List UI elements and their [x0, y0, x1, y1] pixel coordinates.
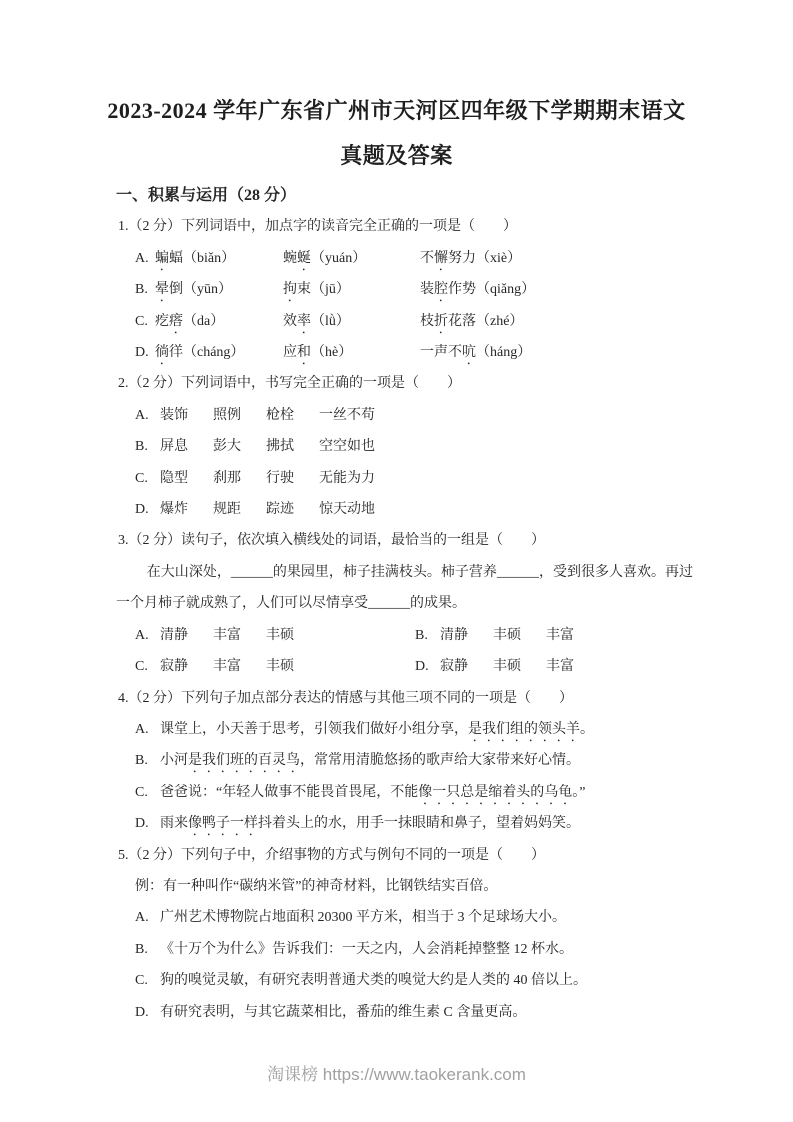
- option-label: A.: [135, 627, 149, 643]
- option-label: A.: [135, 910, 149, 926]
- question-1: [116, 211, 693, 368]
- question-4-option-d: [135, 808, 693, 839]
- question-1-option-d: [135, 337, 693, 368]
- question-5-option-c: [135, 965, 693, 996]
- option-sentence: 小河是我们班的百灵鸟，常常用清脆悠扬的歌声给大家带来好心情。: [160, 753, 580, 769]
- option-sentence: 有研究表明，与其它蔬菜相比，番茄的维生素 C 含量更高。: [160, 1004, 527, 1020]
- question-5-stem: 5.（2 分）下列句子中，介绍事物的方式与例句不同的一项是（ ）: [118, 847, 545, 863]
- question-3-stem: 3.（2 分）读句子，依次填入横线处的词语，最恰当的一组是（ ）: [118, 533, 545, 549]
- option-label: B.: [135, 753, 148, 769]
- option-label: C.: [135, 973, 148, 989]
- option-words: 清静 丰硕 丰富: [440, 627, 574, 643]
- question-2-option-d: [135, 494, 693, 525]
- option-word-2: 应和（hè）: [283, 345, 353, 361]
- question-4: [116, 683, 693, 840]
- option-label: A.: [135, 721, 149, 737]
- option-label: D.: [135, 502, 149, 518]
- question-2-stem: 2.（2 分）下列词语中，书写完全正确的一项是（ ）: [118, 376, 461, 392]
- question-5: [116, 840, 693, 1028]
- exam-content: [0, 180, 793, 1028]
- option-label: C.: [135, 659, 148, 675]
- option-label: A.: [135, 407, 149, 423]
- question-2-option-b: [135, 431, 693, 462]
- question-3: [116, 525, 693, 682]
- page-title-line2: 真题及答案: [340, 143, 453, 168]
- option-word-2: 蜿蜒（yuán）: [283, 250, 367, 266]
- watermark-footer: 淘课榜 https://www.taokerank.com: [267, 1065, 526, 1084]
- option-words: 寂静 丰富 丰硕: [160, 659, 294, 675]
- question-4-option-c: [135, 777, 693, 808]
- option-word-1: 蝙蝠（biǎn）: [155, 250, 236, 266]
- option-word-2: 效率（lǜ）: [283, 313, 350, 329]
- option-words: 寂静 丰硕 丰富: [440, 659, 574, 675]
- question-5-option-d: [135, 997, 693, 1028]
- option-words: 清静 丰富 丰硕: [160, 627, 294, 643]
- option-label: D.: [135, 816, 149, 832]
- option-words: 装饰 照例 枪栓 一丝不苟: [160, 407, 375, 423]
- option-label: D.: [135, 1004, 149, 1020]
- option-label: A.: [135, 250, 149, 266]
- page-title: [0, 0, 793, 178]
- option-word-3: 一声不吭（háng）: [420, 345, 532, 361]
- question-3-option-a: [135, 620, 415, 651]
- option-word-3: 枝折花落（zhé）: [420, 313, 524, 329]
- question-1-stem: 1.（2 分）下列词语中，加点字的读音完全正确的一项是（ ）: [118, 219, 517, 235]
- question-3-option-b: [415, 620, 693, 651]
- question-1-option-a: [135, 243, 693, 274]
- question-5-option-b: [135, 934, 693, 965]
- option-sentence: 雨来像鸭子一样抖着头上的水，用手一抹眼睛和鼻子，望着妈妈笑。: [160, 816, 580, 832]
- option-word-3: 不懈努力（xiè）: [420, 250, 522, 266]
- option-label: C.: [135, 784, 148, 800]
- question-3-option-d: [415, 651, 693, 682]
- option-word-1: 疙瘩（da）: [155, 313, 225, 329]
- question-3-passage: 在大山深处，______的果园里，柿子挂满枝头。柿子营养______，受到很多人喜欢。再过一个月柿子就成熟了，人们可以尽情享受______的成果。: [116, 564, 693, 612]
- option-label: B.: [135, 282, 148, 298]
- option-label: D.: [415, 659, 429, 675]
- option-sentence: 课堂上，小天善于思考，引领我们做好小组分享，是我们组的领头羊。: [160, 721, 594, 737]
- question-3-options-row-1: [135, 620, 693, 651]
- page-title-line1: 2023-2024 学年广东省广州市天河区四年级下学期期末语文: [107, 98, 686, 123]
- question-2-option-a: [135, 400, 693, 431]
- option-word-2: 拘束（jū）: [283, 282, 350, 298]
- option-word-1: 徜徉（cháng）: [155, 345, 245, 361]
- option-words: 隐型 刹那 行驶 无能为力: [160, 470, 375, 486]
- option-label: B.: [135, 439, 148, 455]
- question-1-option-b: [135, 274, 693, 305]
- option-label: D.: [135, 345, 149, 361]
- option-label: B.: [135, 941, 148, 957]
- option-sentence: 广州艺术博物院占地面积 20300 平方米，相当于 3 个足球场大小。: [160, 910, 566, 926]
- option-label: C.: [135, 313, 148, 329]
- option-sentence: 爸爸说：“年轻人做事不能畏首畏尾，不能像一只总是缩着头的乌龟。”: [160, 784, 586, 800]
- question-1-option-c: [135, 306, 693, 337]
- question-2-option-c: [135, 463, 693, 494]
- question-5-option-a: [135, 902, 693, 933]
- option-word-1: 晕倒（yūn）: [155, 282, 232, 298]
- question-2: [116, 368, 693, 525]
- option-label: C.: [135, 470, 148, 486]
- question-4-option-b: [135, 745, 693, 776]
- option-word-3: 装腔作势（qiǎng）: [420, 282, 536, 298]
- question-4-option-a: [135, 714, 693, 745]
- option-sentence: 《十万个为什么》告诉我们：一天之内，人会消耗掉整整 12 杯水。: [160, 941, 573, 957]
- question-5-example: 例：有一种叫作“碳纳米管”的神奇材料，比钢铁结实百倍。: [135, 878, 498, 894]
- option-sentence: 狗的嗅觉灵敏，有研究表明普通犬类的嗅觉大约是人类的 40 倍以上。: [160, 973, 587, 989]
- section-heading: 一、积累与运用（28 分）: [116, 187, 297, 204]
- option-label: B.: [415, 627, 428, 643]
- option-words: 屏息 彭大 拂拭 空空如也: [160, 439, 375, 455]
- option-words: 爆炸 规距 踪迹 惊天动地: [160, 502, 375, 518]
- question-3-options-row-2: [135, 651, 693, 682]
- question-3-option-c: [135, 651, 415, 682]
- question-4-stem: 4.（2 分）下列句子加点部分表达的情感与其他三项不同的一项是（ ）: [118, 690, 573, 706]
